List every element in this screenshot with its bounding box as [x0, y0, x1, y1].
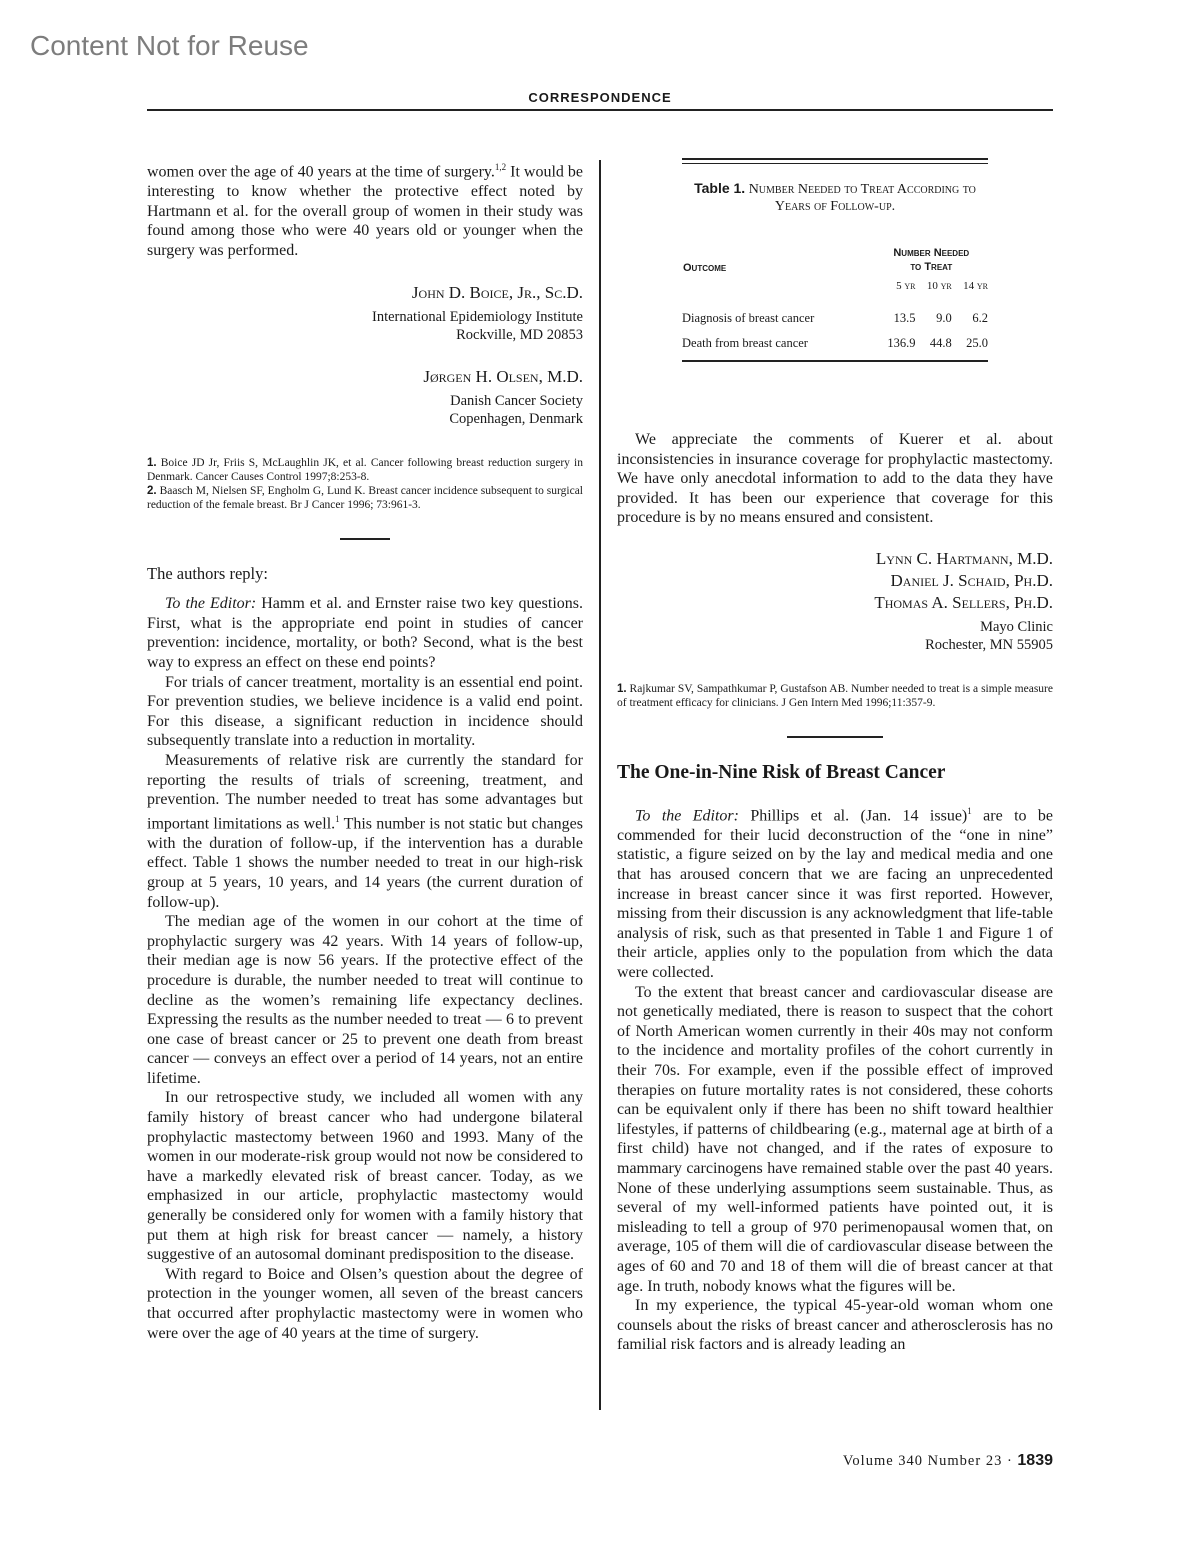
- affiliation: International Epidemiology Institute: [371, 309, 583, 326]
- section-separator: [340, 538, 390, 540]
- paragraph: [147, 594, 583, 672]
- table-row: [682, 331, 988, 356]
- article-heading: The One-in-Nine Risk of Breast Cancer: [617, 761, 946, 783]
- authors-reply-label: The authors reply:: [147, 564, 268, 584]
- references: [617, 682, 1053, 710]
- paragraph: [617, 802, 1053, 983]
- group-header-line: Number Needed: [893, 247, 970, 259]
- text: women over the age of 40 years at the time of surgery.: [147, 163, 495, 181]
- to-the-editor: To the Editor:: [635, 807, 739, 825]
- ref-text: Rajkumar SV, Sampathkumar P, Gustafson AB. Number needed to treat is a simple measure of treatment efficacy for clinicians. J Gen Intern Med 1996;11:357-9.: [617, 682, 1053, 709]
- paragraph: With regard to Boice and Olsen’s question about the degree of protection in the younger women, all seven of the breast cancers that occurred after prophylactic mastectomy were in women who were over the age of 40 years at the time of surgery.: [147, 1265, 583, 1342]
- text: It would be interesting to know whether the protective effect noted by Hartmann et al. for the overall group of women in their study was found among those who were 40 years old or younger when the surgery was performed.: [147, 163, 584, 259]
- value-cell: 136.9: [887, 336, 916, 350]
- signature-block: [617, 548, 1053, 654]
- outcome-cell: Death from breast cancer: [682, 336, 808, 350]
- affiliation: Danish Cancer Society: [450, 393, 583, 410]
- affiliation: Rochester, MN 55905: [925, 636, 1053, 653]
- paragraph: In my experience, the typical 45-year-old woman whom one counsels about the risks of breast cancer and atherosclerosis has no familial risk factors and is already leading an: [617, 1297, 1053, 1354]
- data-table: [682, 245, 988, 356]
- outcome-cell: Diagnosis of breast cancer: [682, 311, 815, 325]
- paragraph: The median age of the women in our cohort at the time of prophylactic surgery was 42 years. With 14 years of follow-up, their median age is now 56 years. If the protective effect of the procedure is durable, the number needed to treat will continue to decline as the women’s remaining life expectancy declines. Expressing the results as the number needed to treat — 6 to prevent one case of breast cancer or 25 to prevent one death from breast cancer — conveys an effect over a period of 14 years, not an entire lifetime.: [147, 913, 583, 1087]
- year-header: 14 yr: [963, 280, 988, 292]
- spacer-cell: [682, 275, 875, 306]
- text: Measurements of relative risk are currently the standard for reporting the results of trials of screening, treatment, and prevention. The number needed to treat has some advantages but important limitations as well.: [147, 752, 583, 833]
- ref-text: Boice JD Jr, Friis S, McLaughlin JK, et al. Cancer following breast reduction surgery in Denmark. Cancer Causes Control 1997;8:253-8.: [147, 457, 583, 484]
- column-group-header: [875, 245, 988, 275]
- affiliation: Rockville, MD 20853: [456, 327, 583, 344]
- left-column: [147, 158, 583, 1343]
- table-row: [682, 306, 988, 331]
- citation: 1: [335, 813, 340, 824]
- affiliation: Copenhagen, Denmark: [449, 411, 583, 428]
- to-the-editor: To the Editor:: [165, 595, 257, 613]
- reference-item: [617, 682, 1053, 710]
- value-cell: 25.0: [966, 336, 988, 350]
- column-header: Outcome: [683, 262, 727, 274]
- table-1: [682, 158, 988, 362]
- table-caption: [682, 180, 988, 215]
- value-cell: 9.0: [936, 311, 952, 325]
- text: This number is not static but changes with the duration of follow-up, if the intervention has a durable effect. Table 1 shows the number needed to treat in our high-risk group at 5 years, 10 years, and 14 years (the current duration of follow-up).: [147, 815, 584, 911]
- paragraph: We appreciate the comments of Kuerer et al. about inconsistencies in insurance coverage for prophylactic mastectomy. We have only anecdotal information to add to the data they have provided. It has been our experience that coverage for this procedure is by no means ensured and consistent.: [617, 431, 1053, 527]
- paragraph: [147, 751, 583, 912]
- paragraph: In our retrospective study, we included all women with any family history of breast cancer who had undergone bilateral prophylactic mastectomy between 1960 and 1993. Many of the women in our moderate-risk group would not now be considered to have a markedly elevated risk of breast cancer. Today, as we emphasized in our article, prophylactic mastectomy would generally be considered only for women with a family history that put them at high risk for breast cancer — namely, a history suggestive of an autosomal dominant predisposition to the disease.: [147, 1089, 583, 1264]
- text: Hamm et al. and Ernster raise two key questions. First, what is the appropriate end point in studies of cancer prevention: incidence, mortality, or both? Second, what is the best way to express an effect on these end points?: [147, 595, 583, 672]
- year-header: 10 yr: [926, 280, 952, 292]
- paragraph: To the extent that breast cancer and cardiovascular disease are not genetically mediated, there is reason to suspect that the cohort of North American women currently in their 40s may not conform to the incidence and mortality profiles of the cohort currently in their 70s. For example, even if the possible effect of improved therapies on future mortality rates is not considered, these cohorts can be equivalent only if there has been no shift toward healthier lifestyles, if patterns of childbearing (e.g., maternal age at birth of a first child) have not changed, and if the rates of exposure to mammary carcinogens have remained stable over the past 40 years. None of these underlying assumptions seem sustainable. Thus, as several of my well-informed patients have pointed out, it is misleading to tell a group of 970 perimenopausal women that, on average, 105 of them will die of cardiovascular disease between the ages of 60 and 70 and 18 of them will die of breast cancer at that age. In truth, nobody knows what the figures will be.: [617, 983, 1053, 1295]
- reference-item: [147, 484, 583, 512]
- citation: 1,2: [494, 162, 507, 172]
- ref-text: Baasch M, Nielsen SF, Engholm G, Lund K. Breast cancer incidence subsequent to surgical reduction of the female breast. Br J Cancer 1996; 73:961-3.: [147, 485, 583, 512]
- value-cell: 6.2: [972, 311, 988, 325]
- author-name: Jørgen H. Olsen, M.D.: [423, 367, 583, 387]
- table-label: Table 1.: [694, 180, 746, 196]
- table-top-rule: [682, 158, 988, 164]
- column-divider: [599, 160, 601, 1410]
- ref-number: 1.: [147, 457, 157, 470]
- text: are to be commended for their lucid deconstruction of the “one in nine” statistic, a figure seized on by the lay and medical media and one that has aroused concern that we are facing an unprecedented increase in breast cancer since it was first reported. However, missing from their discussion is any acknowledgment that life-table analysis of risk, such as that presented in Table 1 and Figure 1 of their article, applies only to the population from which the data were collected.: [617, 807, 1053, 982]
- paragraph: For trials of cancer treatment, mortality is an essential end point. For prevention studies, we believe incidence is a valid end point. For this disease, a significant reduction in incidence should subsequently translate into a reduction in mortality.: [147, 673, 583, 750]
- ref-number: 1.: [617, 682, 627, 695]
- references: [147, 456, 583, 512]
- running-head: CORRESPONDENCE: [528, 90, 672, 105]
- affiliation: Mayo Clinic: [980, 618, 1053, 635]
- author-name: Lynn C. Hartmann, M.D.: [875, 548, 1053, 568]
- page-number: 1839: [1017, 1452, 1053, 1469]
- author-name: Thomas A. Sellers, Ph.D.: [874, 592, 1053, 612]
- table-bottom-rule: [682, 360, 988, 362]
- year-header: 5 yr: [896, 280, 916, 292]
- ref-number: 2.: [147, 485, 157, 498]
- value-cell: 13.5: [893, 311, 916, 325]
- page-footer: [760, 1452, 1053, 1470]
- author-name: John D. Boice, Jr., Sc.D.: [411, 283, 583, 303]
- paragraph: [147, 158, 583, 260]
- header-rule: [147, 109, 1053, 111]
- section-separator: [787, 736, 883, 738]
- citation: 1: [967, 805, 972, 816]
- group-header-line: to Treat: [910, 261, 953, 273]
- table-title: Number Needed to Treat According to Years of Follow-up.: [748, 182, 976, 214]
- signature-block: [147, 282, 583, 428]
- value-cell: 44.8: [929, 336, 952, 350]
- reference-item: [147, 456, 583, 484]
- journal-volume: Volume 340 Number 23 ·: [842, 1453, 1013, 1469]
- text: Phillips et al. (Jan. 14 issue): [738, 807, 968, 825]
- watermark: Content Not for Reuse: [30, 30, 309, 61]
- right-column: [617, 158, 1053, 1355]
- author-name: Daniel J. Schaid, Ph.D.: [890, 570, 1053, 590]
